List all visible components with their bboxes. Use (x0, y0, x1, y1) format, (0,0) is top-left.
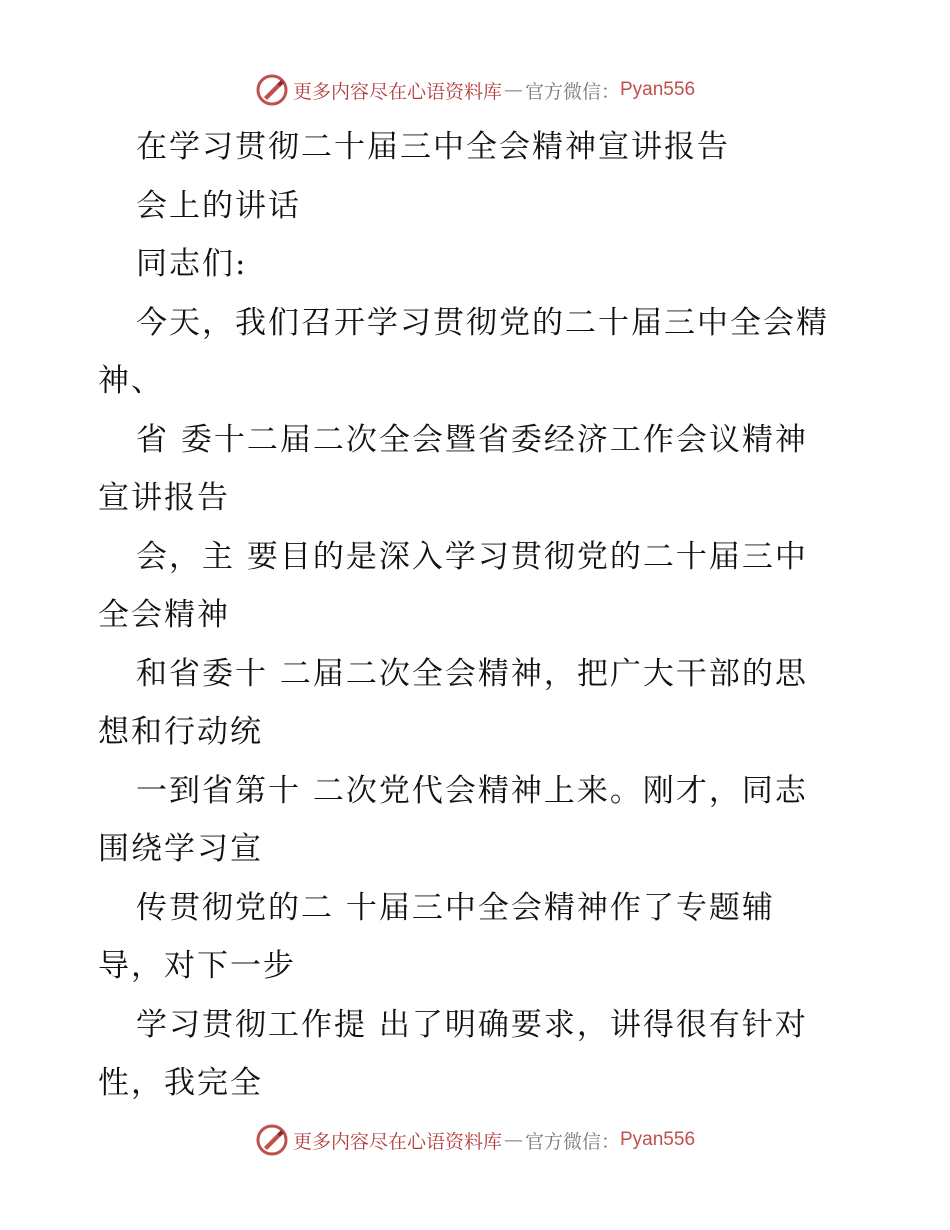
doc-line: 全会精神 (98, 597, 230, 633)
doc-line: 围绕学习宣 (98, 831, 263, 867)
doc-line: 神、 (98, 363, 164, 399)
document-body (98, 118, 858, 1113)
doc-line: 和省委十 二届二次全会精神，把广大干部的思 (136, 655, 808, 692)
banner-separator: — (503, 1129, 523, 1151)
header-banner (0, 70, 950, 110)
banner-title: 更多内容尽在心语资料库 (292, 1130, 502, 1153)
doc-line: 导，对下一步 (98, 948, 296, 984)
banner-separator: — (503, 79, 523, 101)
doc-line: 传贯彻党的二 十届三中全会精神作了专题辅 (136, 889, 775, 926)
doc-line: 想和行动统 (98, 714, 263, 750)
doc-line: 同志们: (136, 246, 248, 282)
banner-title: 更多内容尽在心语资料库 (292, 80, 502, 103)
doc-line: 一到省第十 二次党代会精神上来。刚才，同志 (136, 772, 808, 809)
doc-line: 会上的讲话 (136, 187, 301, 224)
banner-wechat-label: 官方微信： (524, 80, 620, 103)
banner-wechat-label: 官方微信： (524, 1130, 620, 1153)
pen-logo-icon (255, 73, 289, 107)
doc-line: 性，我完全 (98, 1065, 263, 1101)
doc-line: 在学习贯彻二十届三中全会精神宣讲报告 (136, 129, 730, 165)
doc-line: 省 委十二届二次全会暨省委经济工作会议精神 (136, 421, 808, 458)
doc-line: 宣讲报告 (98, 480, 230, 516)
doc-line: 学习贯彻工作提 出了明确要求，讲得很有针对 (136, 1006, 808, 1043)
footer-banner (0, 1120, 950, 1160)
pen-logo-icon (255, 1123, 289, 1157)
doc-line: 会，主 要目的是深入学习贯彻党的二十届三中 (136, 538, 808, 575)
banner-wechat-id: Pyan556 (620, 79, 696, 100)
doc-line: 今天，我们召开学习贯彻党的二十届三中全会精 (136, 304, 829, 341)
banner-wechat-id: Pyan556 (620, 1129, 696, 1150)
